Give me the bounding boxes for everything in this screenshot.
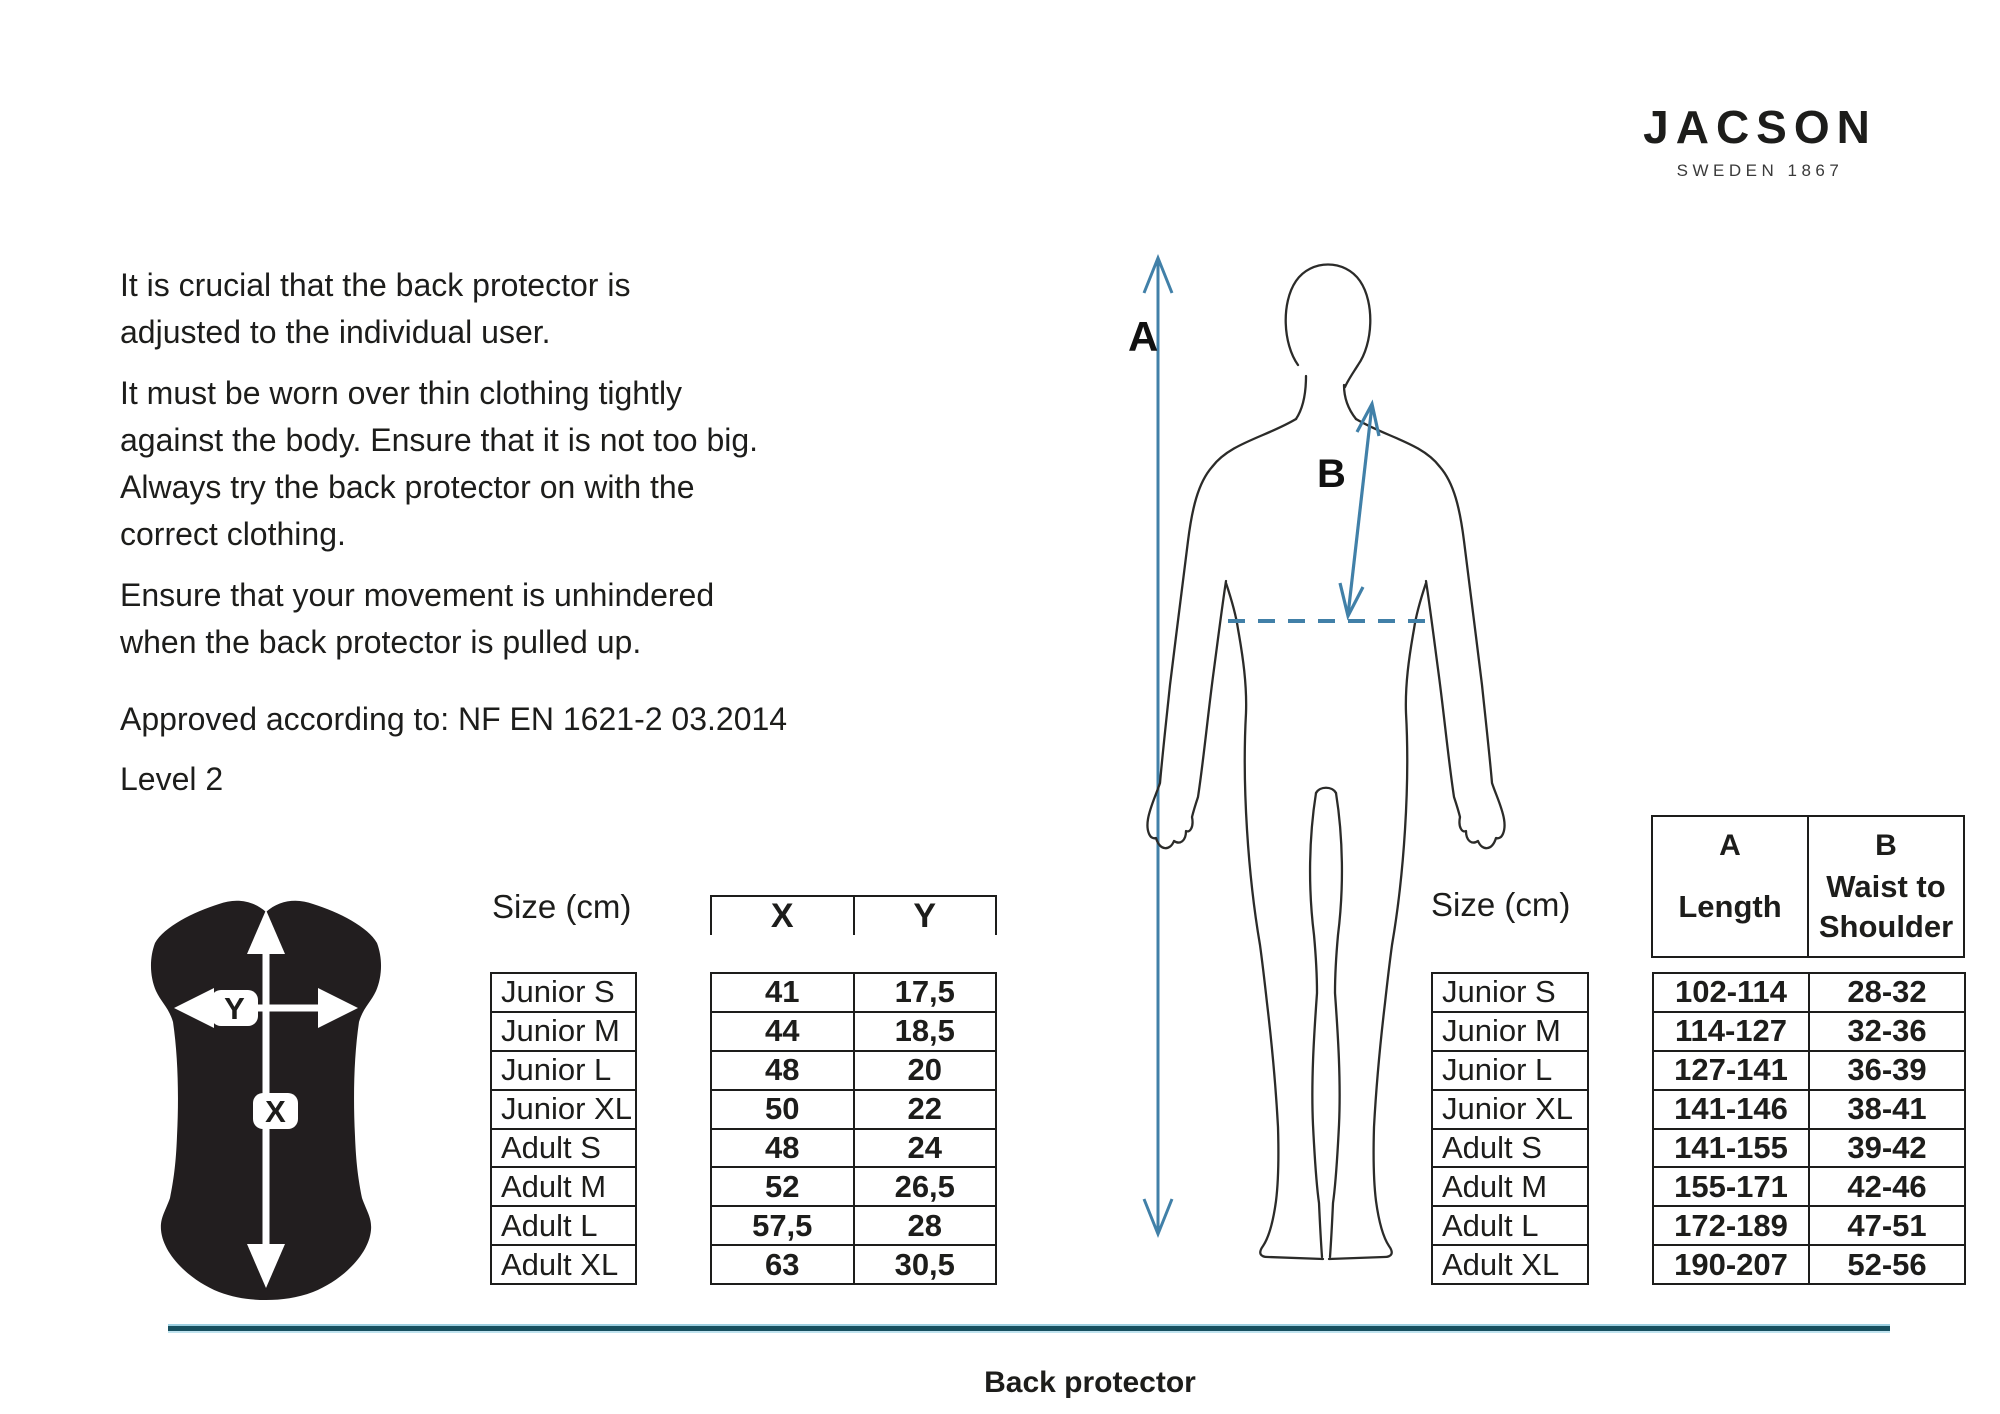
intro-paragraph-2 — [120, 370, 900, 558]
size-label: Adult XL — [1433, 1246, 1587, 1283]
size-table-xy-caption: Size (cm) — [492, 888, 632, 925]
column-header-b — [1809, 817, 1963, 956]
size-label: Adult L — [1433, 1207, 1587, 1244]
value-length: 190-207 — [1654, 1246, 1808, 1283]
column-name-a: Length — [1678, 888, 1782, 924]
brand-logo — [1638, 100, 1882, 181]
intro-line: against the body. Ensure that it is not too big. — [120, 422, 759, 458]
value-waist-to-shoulder: 39-42 — [1810, 1130, 1964, 1167]
approval-text — [120, 696, 900, 803]
column-name-b: Waist to Shoulder — [1818, 868, 1954, 944]
value-y: 24 — [855, 1130, 996, 1167]
value-x: 48 — [712, 1130, 853, 1167]
column-letter-b: B — [1875, 829, 1897, 862]
column-header-y: Y — [855, 897, 996, 936]
value-x: 41 — [712, 974, 853, 1011]
value-y: 26,5 — [855, 1168, 996, 1205]
intro-line: Always try the back protector on with the — [120, 469, 695, 505]
value-waist-to-shoulder: 36-39 — [1810, 1052, 1964, 1089]
intro-paragraph-1 — [120, 262, 900, 356]
intro-text — [120, 262, 900, 680]
vest-diagram — [148, 896, 384, 1310]
value-x: 63 — [712, 1246, 853, 1283]
column-header-x: X — [712, 897, 853, 936]
value-waist-to-shoulder: 32-36 — [1810, 1013, 1964, 1050]
intro-line: when the back protector is pulled up. — [120, 624, 642, 660]
svg-text:X: X — [265, 1094, 286, 1129]
value-x: 48 — [712, 1052, 853, 1089]
size-label: Adult M — [492, 1168, 635, 1205]
size-label: Junior S — [1433, 974, 1587, 1011]
value-y: 28 — [855, 1207, 996, 1244]
value-waist-to-shoulder: 38-41 — [1810, 1091, 1964, 1128]
approval-standard: Approved according to: NF EN 1621-2 03.2014 — [120, 701, 788, 737]
vest-y-label — [211, 990, 258, 1026]
intro-line: adjusted to the individual user. — [120, 314, 551, 350]
intro-line: correct clothing. — [120, 516, 346, 552]
approval-level: Level 2 — [120, 761, 224, 797]
size-label: Junior M — [1433, 1013, 1587, 1050]
size-label: Junior S — [492, 974, 635, 1011]
brand-tagline: SWEDEN 1867 — [1676, 161, 1844, 180]
value-x: 52 — [712, 1168, 853, 1205]
value-x: 44 — [712, 1013, 853, 1050]
size-table-xy-values — [710, 972, 997, 1285]
size-table-ab-values — [1652, 972, 1966, 1285]
waist-to-shoulder-arrow-icon — [1340, 404, 1379, 616]
value-length: 102-114 — [1654, 974, 1808, 1011]
value-waist-to-shoulder: 42-46 — [1810, 1168, 1964, 1205]
height-arrow-icon — [1144, 258, 1172, 1234]
value-y: 30,5 — [855, 1246, 996, 1283]
value-length: 141-146 — [1654, 1091, 1808, 1128]
column-header-a — [1653, 817, 1807, 956]
footer-product-title: Back protector — [984, 1366, 1196, 1399]
value-y: 17,5 — [855, 974, 996, 1011]
a-label: A — [1128, 313, 1159, 360]
value-length: 155-171 — [1654, 1168, 1808, 1205]
value-length: 172-189 — [1654, 1207, 1808, 1244]
size-table-xy-size-column — [490, 972, 637, 1285]
svg-text:Y: Y — [224, 991, 245, 1026]
size-label: Junior XL — [1433, 1091, 1587, 1128]
vest-x-label — [253, 1093, 298, 1129]
size-table-ab-caption: Size (cm) — [1431, 886, 1571, 923]
value-x: 57,5 — [712, 1207, 853, 1244]
size-label: Junior L — [492, 1052, 635, 1089]
value-y: 18,5 — [855, 1013, 996, 1050]
value-length: 127-141 — [1654, 1052, 1808, 1089]
value-waist-to-shoulder: 47-51 — [1810, 1207, 1964, 1244]
intro-paragraph-3 — [120, 572, 900, 666]
size-label: Adult S — [492, 1130, 635, 1167]
value-length: 141-155 — [1654, 1130, 1808, 1167]
intro-line: It must be worn over thin clothing tightly — [120, 375, 683, 411]
size-label: Adult L — [492, 1207, 635, 1244]
size-label: Adult M — [1433, 1168, 1587, 1205]
footer-divider — [168, 1324, 1890, 1333]
size-table-xy-header — [710, 895, 997, 935]
value-waist-to-shoulder: 28-32 — [1810, 974, 1964, 1011]
value-x: 50 — [712, 1091, 853, 1128]
value-y: 20 — [855, 1052, 996, 1089]
column-letter-a: A — [1719, 829, 1741, 862]
value-length: 114-127 — [1654, 1013, 1808, 1050]
size-label: Adult S — [1433, 1130, 1587, 1167]
size-label: Junior XL — [492, 1091, 635, 1128]
b-label: B — [1317, 452, 1346, 496]
brand-name: JACSON — [1643, 101, 1877, 153]
value-waist-to-shoulder: 52-56 — [1810, 1246, 1964, 1283]
intro-line: Ensure that your movement is unhindered — [120, 577, 715, 613]
value-y: 22 — [855, 1091, 996, 1128]
size-label: Junior M — [492, 1013, 635, 1050]
size-label: Adult XL — [492, 1246, 635, 1283]
size-table-ab-header — [1651, 815, 1965, 958]
intro-line: It is crucial that the back protector is — [120, 267, 631, 303]
size-table-ab-size-column — [1431, 972, 1589, 1285]
size-label: Junior L — [1433, 1052, 1587, 1089]
